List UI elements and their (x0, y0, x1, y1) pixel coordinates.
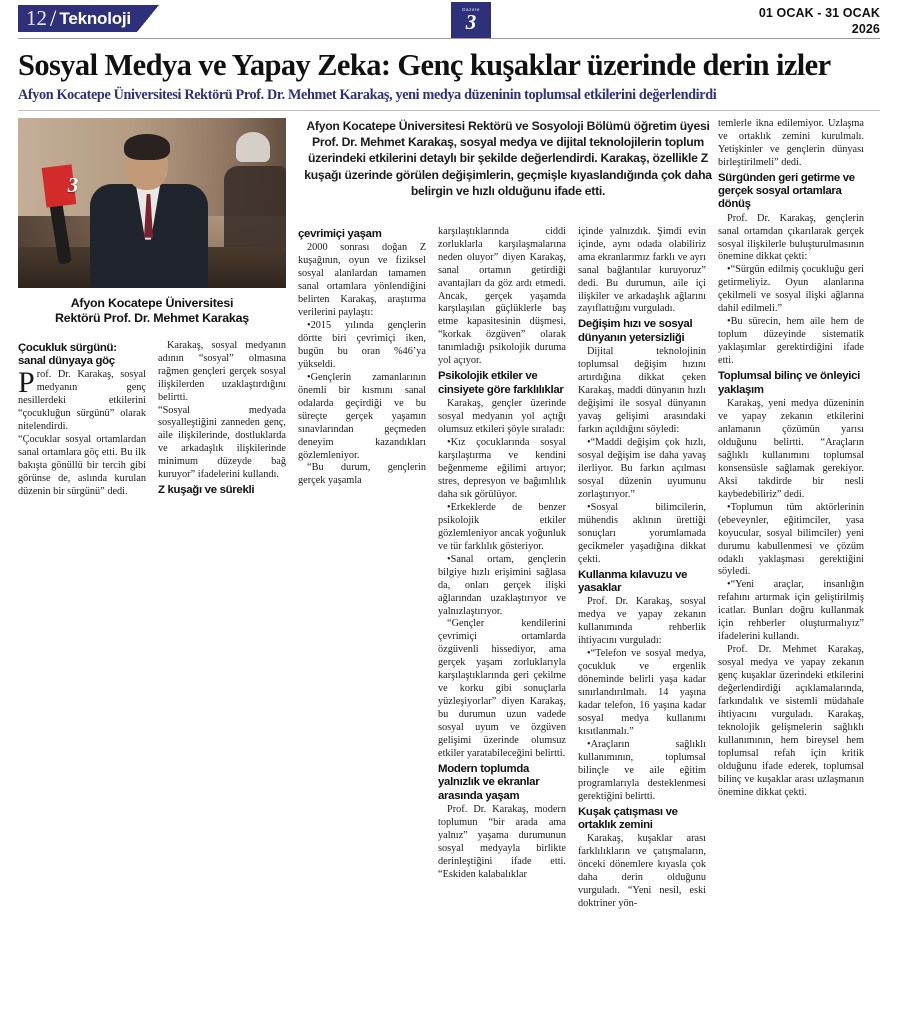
date-range (759, 6, 880, 37)
subheadline: Afyon Kocatepe Üniversitesi Rektörü Prof. Dr. Mehmet Karakaş, yeni medya düzeninin toplumsal etkilerini değerlendirdi (18, 87, 717, 104)
c6-paragraph-2: Prof. Dr. Karakaş, gençlerin sanal ortamdan çıkarılarak gerçek sosyal ilişkilerle buluşturulmasının önemine dikkat çekti: (718, 212, 864, 263)
date-line-1: 01 OCAK - 31 OCAK (758, 6, 880, 20)
article-body (18, 118, 880, 1018)
c6-paragraph-7: •“Yeni araçlar, insanlığın refahını artırmak için geliştirilmiş icatlar. Bunları doğru kullanmak için rehberler oluşturmalıyız” ifadelerini kullandı. (718, 579, 864, 643)
section-name: Teknoloji (59, 9, 131, 28)
date-line-2: 2026 (851, 21, 880, 36)
c4-paragraph-2: Karakaş, gençler üzerinde sosyal medyanın yol açtığı olumsuz etkileri şöyle sıraladı: (438, 398, 566, 435)
article-photo-block (18, 118, 286, 326)
masthead-divider (18, 38, 880, 39)
c5-subhead-3: Kuşak çatışması ve ortaklık zemini (578, 805, 678, 832)
photo-caption-line-2: Rektörü Prof. Dr. Mehmet Karakaş (55, 310, 249, 325)
column-1 (18, 340, 146, 499)
photo-caption-line-1: Afyon Kocatepe Üniversitesi (70, 295, 234, 310)
c6-subhead-2: Toplumsal bilinç ve önleyici yaklaşım (718, 370, 861, 396)
article-photo (18, 118, 286, 288)
lead-paragraph: Afyon Kocatepe Üniversitesi Rektörü ve Sosyoloji Bölümü öğretim üyesi Prof. Dr. Mehmet Karakaş, sosyal medya ve dijital teknolojilerin toplum üzerindeki etkilerini detaylı bir şekilde değerlendirdi. Karakaş, özellikle Z kuşağı üzerinde görülen değişimlerin, geçmişle kıyaslandığında çok daha belirgin ve hızlı olduğunu ifade etti. (304, 118, 712, 199)
c5-paragraph-1: içinde yalnızdık. Şimdi evin içinde, aynı odada olabiliriz ama ekranlarımız farklı ve ayrı sanal bağlantılar kuruyoruz” dedi. Bu durumun, aile içi ilişkiler ve arkadaşlık ağlarını zayıflattığını vurguladı. (578, 225, 706, 315)
c3-paragraph-3: •Gençlerin zamanlarının önemli bir kısmını sanal odalarda geçirdiği ve bu süreçte gerçek yaşamın sınavlarından geçmeden deneyim kazandıkları gözlemleniyor. (298, 371, 426, 461)
c6-paragraph-5: Karakaş, yeni medya düzeninin ve yapay zekanın etkilerini anlamanın çözümün yarısı olduğunu belirtti. “Araçların sağlıklı kullanımını toplumsal konsensüsle sağlamak gerekiyor. Aksi takdirde bir nesli kaybedebiliriz” dedi. (718, 397, 864, 500)
c3-subhead-1: çevrimiçi yaşam (298, 227, 382, 240)
c4-paragraph-6: “Gençler kendilerini çevrimiçi ortamlarda özgüvenli hissediyor, ama gerçek yaşam zorluklarıyla karşılaştıklarında geri çekilme ve korku gibi sonuçlarla yüzleşiyorlar” diyen Karakaş, bu durumun uzun vadede sosyal uyum ve özgüven gelişimi üzerinde olumsuz etkiler yaratabileceğini belirtti. (438, 618, 566, 760)
masthead (18, 0, 880, 44)
c2-subhead-1: Z kuşağı ve sürekli (158, 484, 255, 497)
c4-paragraph-7: Prof. Dr. Karakaş, modern toplumun “bir arada ama yalnız” yaşama durumunun sosyal medyayla birlikte derinleştiğini ifade etti. “Eskiden kalabalıklar (438, 804, 566, 880)
c6-paragraph-4: •Bu sürecin, hem aile hem de toplum düzeyinde sistematik yaklaşımlar gerektirdiğini ifade etti. (718, 316, 864, 367)
flag-slash: / (50, 6, 57, 31)
c4-subhead-1: Psikolojik etkiler ve cinsiyete göre farklılıklar (438, 370, 564, 396)
c3-paragraph-4: “Bu durum, gençlerin gerçek yaşamla (298, 462, 426, 487)
c4-paragraph-3: •Kız çocuklarında sosyal karşılaştırma ve kendini beğenmeme eğilimi artıyor; stres, depresyon ve bağımlılık daha sık görülüyor. (438, 436, 566, 500)
c5-paragraph-8: Karakaş, kuşaklar arası farklılıkların ve çatışmaların, önceki dönemlere kıyasla çok daha derin olduğunu vurguladı. “Yeni nesil, eski doktriner yön- (578, 833, 706, 910)
c6-paragraph-1: temlerle ikna edilemiyor. Uzlaşma ve ortaklık zemini kurulmalı. Yetişkinler ve gençlerin dünyası birleştirilmeli” dedi. (718, 117, 864, 168)
headline-divider (18, 110, 880, 111)
c5-paragraph-5: Prof. Dr. Karakaş, sosyal medya ve yapay zekanın kullanımında rehberlik ihtiyacını vurguladı: (578, 596, 706, 647)
c5-paragraph-2: Dijital teknolojinin toplumsal değişim hızını artırdığına dikkat çeken Karakaş, maddi dünyanın hızlı değişimi ile sosyal dünyanın yavaş gelişimi arasındaki farkın açıldığını söyledi: (578, 346, 706, 435)
c5-paragraph-3: •“Maddi değişim çok hızlı, sosyal değişim ise daha yavaş ilerliyor. Bu farkın açılması sosyal düzenin uyumunu zorlaştırıyor.” (578, 436, 706, 500)
column-3 (298, 226, 426, 489)
gazete-logo (451, 2, 491, 38)
flag-tail-shape (137, 5, 159, 32)
column-4 (438, 226, 566, 882)
c4-paragraph-5: •Sanal ortam, gençlerin bilgiye hızlı erişimini sağlasa da, onları gerçek ilişki ağlarından uzaklaştırıyor ve yalnızlaştırıyor. (438, 553, 566, 617)
c5-paragraph-7: •Araçların sağlıklı kullanımının, toplumsal bilinçle ve aile eğitim programlarıyla desteklenmesi gerektiğini belirtti. (578, 738, 706, 802)
headline: Sosyal Medya ve Yapay Zeka: Genç kuşaklar üzerinde derin izler (18, 48, 831, 82)
photo-subject-hair (124, 134, 170, 160)
section-flag (18, 5, 159, 32)
page-number: 12 (26, 6, 47, 30)
c5-subhead-1: Değişim hızı ve sosyal dünyanın yetersizliği (578, 318, 693, 344)
c5-paragraph-6: •“Telefon ve sosyal medya, çocukluk ve ergenlik döneminde belirli yaşa kadar sınırlandırılmalı. 14 yaşına kadar telefon, 16 yaşına kadar sosyal medya kullanımı kısıtlanmalı.” (578, 648, 706, 737)
c1-subhead-1: Çocukluk sürgünü: sanal dünyaya göç (18, 341, 117, 367)
column-2 (158, 340, 286, 499)
c6-subhead-1: Sürgünden geri getirme ve gerçek sosyal ortamlara dönüş (718, 171, 855, 211)
c4-subhead-2: Modern toplumda yalnızlık ve ekranlar arasında yaşam (438, 763, 540, 802)
c3-paragraph-1: 2000 sonrası doğan Z kuşağının, oyun ve fiziksel sosyal alanlardan tamamen sanal ortamlara yönlendiğini belirten Karakaş, araştırma verilerini paylaştı: (298, 242, 426, 318)
c5-paragraph-4: •Sosyal bilimcilerin, mühendis aklının ürettiği sonuçları yorumlamada gecikmeler yaşadığına dikkat çekti. (578, 501, 706, 565)
c3-paragraph-2: •2015 yılında gençlerin dörtte biri çevrimiçi iken, bugün bu oran %46’ya yükseldi. (298, 319, 426, 370)
c2-paragraph-1: Karakaş, sosyal medyanın adının “sosyal” olmasına rağmen gençleri gerçek sosyal ilişkilerden uzaklaştırdığını belirtti. (158, 339, 286, 403)
photo-chair (224, 166, 286, 250)
c1-paragraph-2: “Çocuklar sosyal ortamlardan sanal ortamlara göç etti. Bu ilk bakışta gönüllü bir tercih gibi görünse de, aslında kurulan düzenin bir sürgünü” dedi. (18, 434, 146, 498)
logo-wordmark: Gazete (461, 7, 481, 12)
logo-number: 3 (465, 9, 477, 34)
section-flag-body (18, 5, 137, 32)
photo-channel-badge: 3 (67, 172, 79, 197)
c6-paragraph-3: •“Sürgün edilmiş çocukluğu geri getirmeliyiz. Oyun alanlarına çekilmeli ve sosyal ilişki ağlarına dahil edilmeli.” (718, 264, 864, 315)
c4-paragraph-1: karşılaştıklarında ciddi zorluklarla karşılaşmalarına neden oluyor” diyen Karakaş, sanal ortamın getirdiği avantajları da göz ardı etmedi. Ancak, gerçek yaşamda karşılaşılan güçlüklerle baş etme kapasitesinin düşmesi, “korkak özgüven” olarak tanımladığı psikolojik duruma yol açıyor. (438, 225, 566, 367)
c2-paragraph-2: “Sosyal medyada sosyalleştiğini zanneden genç, aile ilişkilerinde, dostluklarda ve arkadaşlık ilişkilerinde minimum düzeyde bağ kuruyor” ifadelerini kullandı. (158, 404, 286, 481)
photo-lamp (236, 132, 270, 162)
c5-subhead-2: Kullanma kılavuzu ve yasaklar (578, 568, 688, 594)
c6-paragraph-8: Prof. Dr. Mehmet Karakaş, sosyal medya ve yapay zekanın genç kuşaklar üzerindeki etkilerini değerlendirdiği açıklamalarında, farkındalık ve sistemli müdahale ihtiyacını vurguladı. Karakaş, teknolojik gelişmelerin sağlıklı kullanımının, hem bireysel hem toplumsal refah için kritik olduğunu ifade ederek, toplumsal bilinç ve kuşaklar arası uzlaşmanın önemine dikkat çekti. (718, 644, 864, 798)
column-5 (578, 226, 706, 912)
c4-paragraph-4: •Erkeklerde de benzer psikolojik etkiler gözlemleniyor ancak yoğunluk ve tür farklılık gösteriyor. (438, 501, 566, 552)
c6-paragraph-6: •Toplumun tüm aktörlerinin (ebeveynler, eğitimciler, yasa koyucular, sosyal bilimciler) yeni durumu kabullenmesi ve çözüm odaklı yaklaşması gerektiğini söyledi. (718, 501, 864, 578)
c1-paragraph-1: Prof. Dr. Karakaş, sosyal medyanın genç nesillerdeki etkilerini “çocukluğun sürgünü” olarak nitelendirdi. (18, 366, 146, 433)
photo-caption (18, 296, 286, 326)
column-6 (718, 118, 864, 800)
